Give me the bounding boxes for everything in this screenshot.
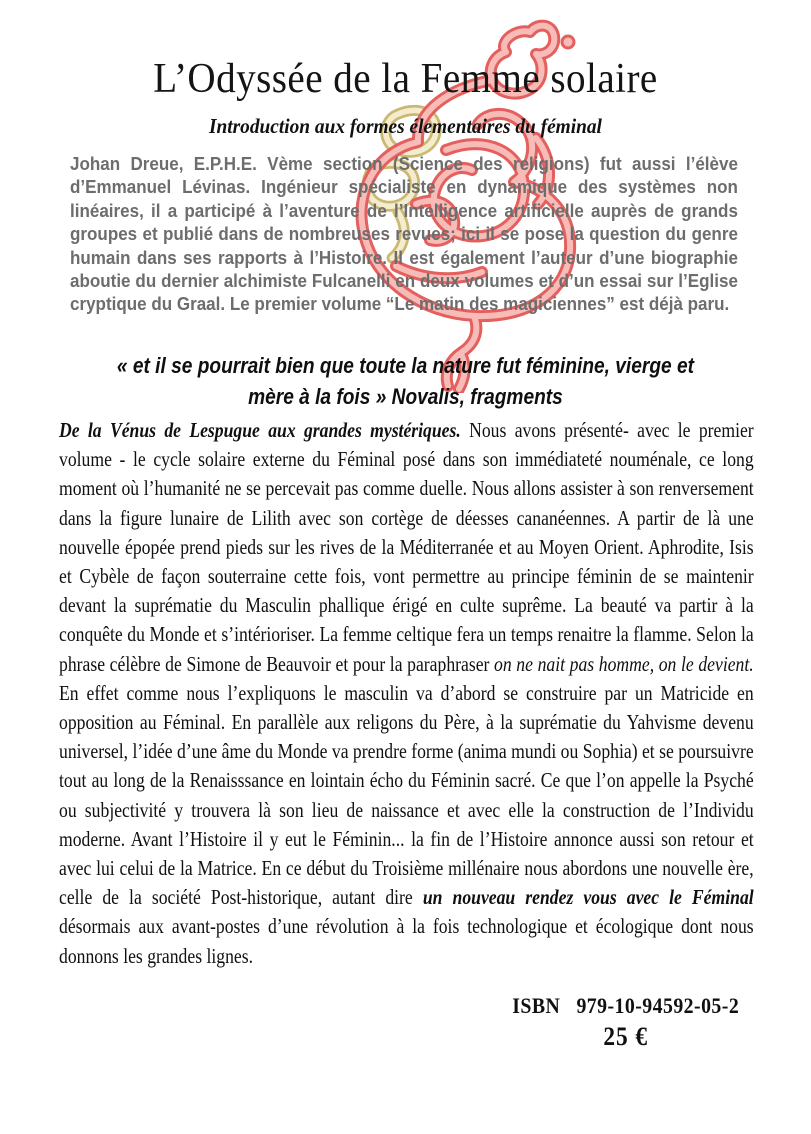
epigraph-line-1: « et il se pourrait bien que toute la nature fut féminine, vierge et: [116, 353, 694, 378]
book-title: L’Odyssée de la Femme solaire: [153, 56, 658, 102]
body-segment: De la Vénus de Lespugue aux grandes mystériques.: [59, 418, 461, 442]
author-bio: Johan Dreue, E.P.H.E. Vème section (Science des religions) fut aussi l’élève d’Emmanuel Lévinas. Ingénieur spécialiste en dynamique des systèmes non linéaires, il a participé à l’aventure de l’Intelligence artificielle auprès de grands groupes et publié dans de nombreuses revues; ici il se pose la question du genre humain dans ses rapports à l’Histoire. Il est également l’auteur d’une biographie aboutie du dernier alchimiste Fulcanelli en deux volumes et d’un essai sur l’Eglise cryptique du Graal. Le premier volume “Le matin des magiciennes” est déjà paru.: [70, 153, 738, 315]
isbn-line: [512, 993, 739, 1019]
epigraph-line-2: mère à la fois » Novalis, fragments: [248, 384, 563, 409]
body-segment: un nouveau rendez vous avec le Féminal: [422, 885, 754, 910]
body-segment: Nous avons présenté- avec le premier volume - le cycle solaire externe du Féminal posé dans son immédiateté nouménale, ce long moment où l’humanité ne se percevait pas comme duelle. Nous allons assister à son renversement dans la figure lunaire de Lilith avec son cortège de déesses cananéennes. A partir de là une nouvelle épopée prend pieds sur les rives de la Méditerranée et au Moyen Orient. Aphrodite, Isis et Cybèle de façon souterraine cette fois, vont permettre au principe féminin de se maintenir devant la suprématie du Masculin phallique érigé en culte suprême. La beauté va partir à la conquête du Monde et s’intérioriser. La femme celtique fera un temps renaitre la flamme. Selon la phrase célèbre de Simone de Beauvoir et pour la paraphraser: [59, 418, 754, 676]
colophon: [512, 993, 739, 1052]
body-segment: En effet comme nous l’expliquons le masculin va d’abord se construire par un Matricide en opposition au Féminal. En parallèle aux religons du Père, à la suprématie du Yahvisme devenu universel, l’idée d’une âme du Monde va prendre forme (anima mundi ou Sophia) et se poursuivre tout au long de la Renaisssance en lointain écho du Féminin sacré. Ce que l’on appelle la Psyché ou subjectivité y trouvera là son lieu de naissance et avec elle la construction de l’Individu moderne. Avant l’Histoire il y eut le Féminin... la fin de l’Histoire annonce aussi son retour et avec lui celui de la Matrice. En ce début du Troisième millénaire nous abordons une nouvelle ère, celle de la société Post-historique, autant dire: [59, 680, 754, 910]
isbn-label: ISBN: [512, 993, 561, 1018]
book-subtitle: Introduction aux formes élementaires du féminal: [208, 114, 602, 138]
epigraph: [0, 350, 811, 412]
body-segment: on ne nait pas homme, on le devient.: [494, 651, 754, 676]
price: 25 €: [603, 1022, 648, 1051]
body-segment: désormais aux avant-postes d’une révolution à la fois technologique et écologique dont nous donnons les grandes lignes.: [59, 914, 754, 968]
isbn-value: 979-10-94592-05-2: [576, 993, 739, 1018]
body-paragraph: [59, 416, 754, 971]
